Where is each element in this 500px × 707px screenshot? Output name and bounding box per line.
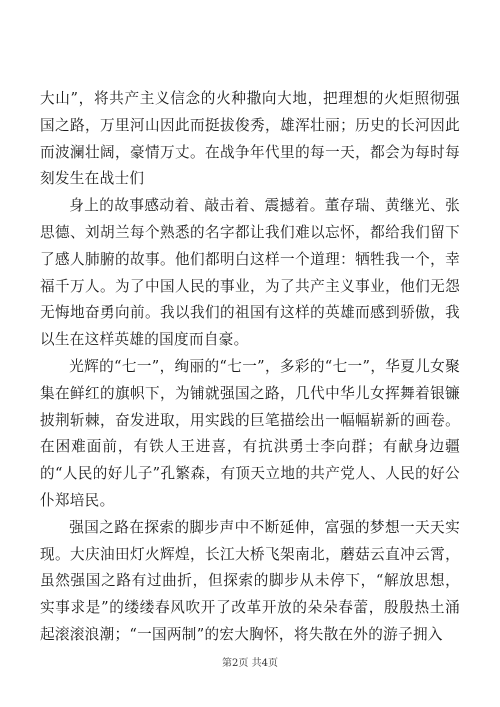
paragraph-2: 身上的故事感动着、敲击着、震撼着。董存瑞、黄继光、张思德、刘胡兰每个熟悉的名字都让我们难以忘怀，都给我们留下了感人肺腑的故事。他们都明白这样一个道理：牺牲我一个，幸福千万人。为了中国人民的事业，为了共产主义事业，他们无怨无悔地奋勇向前。我以我们的祖国有这样的英雄而感到骄傲，我以生在这样英雄的国度而自豪。 bbox=[40, 197, 460, 349]
paragraph-3: 光辉的“七一”，绚丽的“七一”，多彩的“七一”，华夏儿女聚集在鲜红的旗帜下，为铺就强国之路，几代中华儿女挥舞着银镰披荆斩棘，奋发进取，用实践的巨笔描绘出一幅幅崭新的画卷。在困难面前，有铁人王进喜，有抗洪勇士李向群；有献身边疆的“人民的好儿子”孔繁森，有顶天立地的共产党人、人民的好公仆郑培民。 bbox=[40, 357, 460, 509]
paragraph-1: 大山”，将共产主义信念的火种撒向大地，把理想的火炬照彻强国之路，万里河山因此而挺拔俊秀，雄浑壮丽；历史的长河因此而波澜壮阔，豪情万丈。在战争年代里的每一天，都会为每时每刻发生在战士们 bbox=[40, 90, 460, 188]
paragraph-4: 强国之路在探索的脚步声中不断延伸，富强的梦想一天天实现。大庆油田灯火辉煌，长江大桥飞架南北，蘑菇云直冲云霄，虽然强国之路有过曲折，但探索的脚步从未停下，“解放思想，实事求是”的缕缕春风吹开了改革开放的朵朵春蕾，殷殷热土涌起滚滚浪潮；“一国两制”的宏大胸怀，将失散在外的游子拥入 bbox=[40, 518, 460, 643]
page-number-footer: 第2页 共4页 bbox=[222, 658, 278, 669]
body-text bbox=[40, 86, 460, 649]
